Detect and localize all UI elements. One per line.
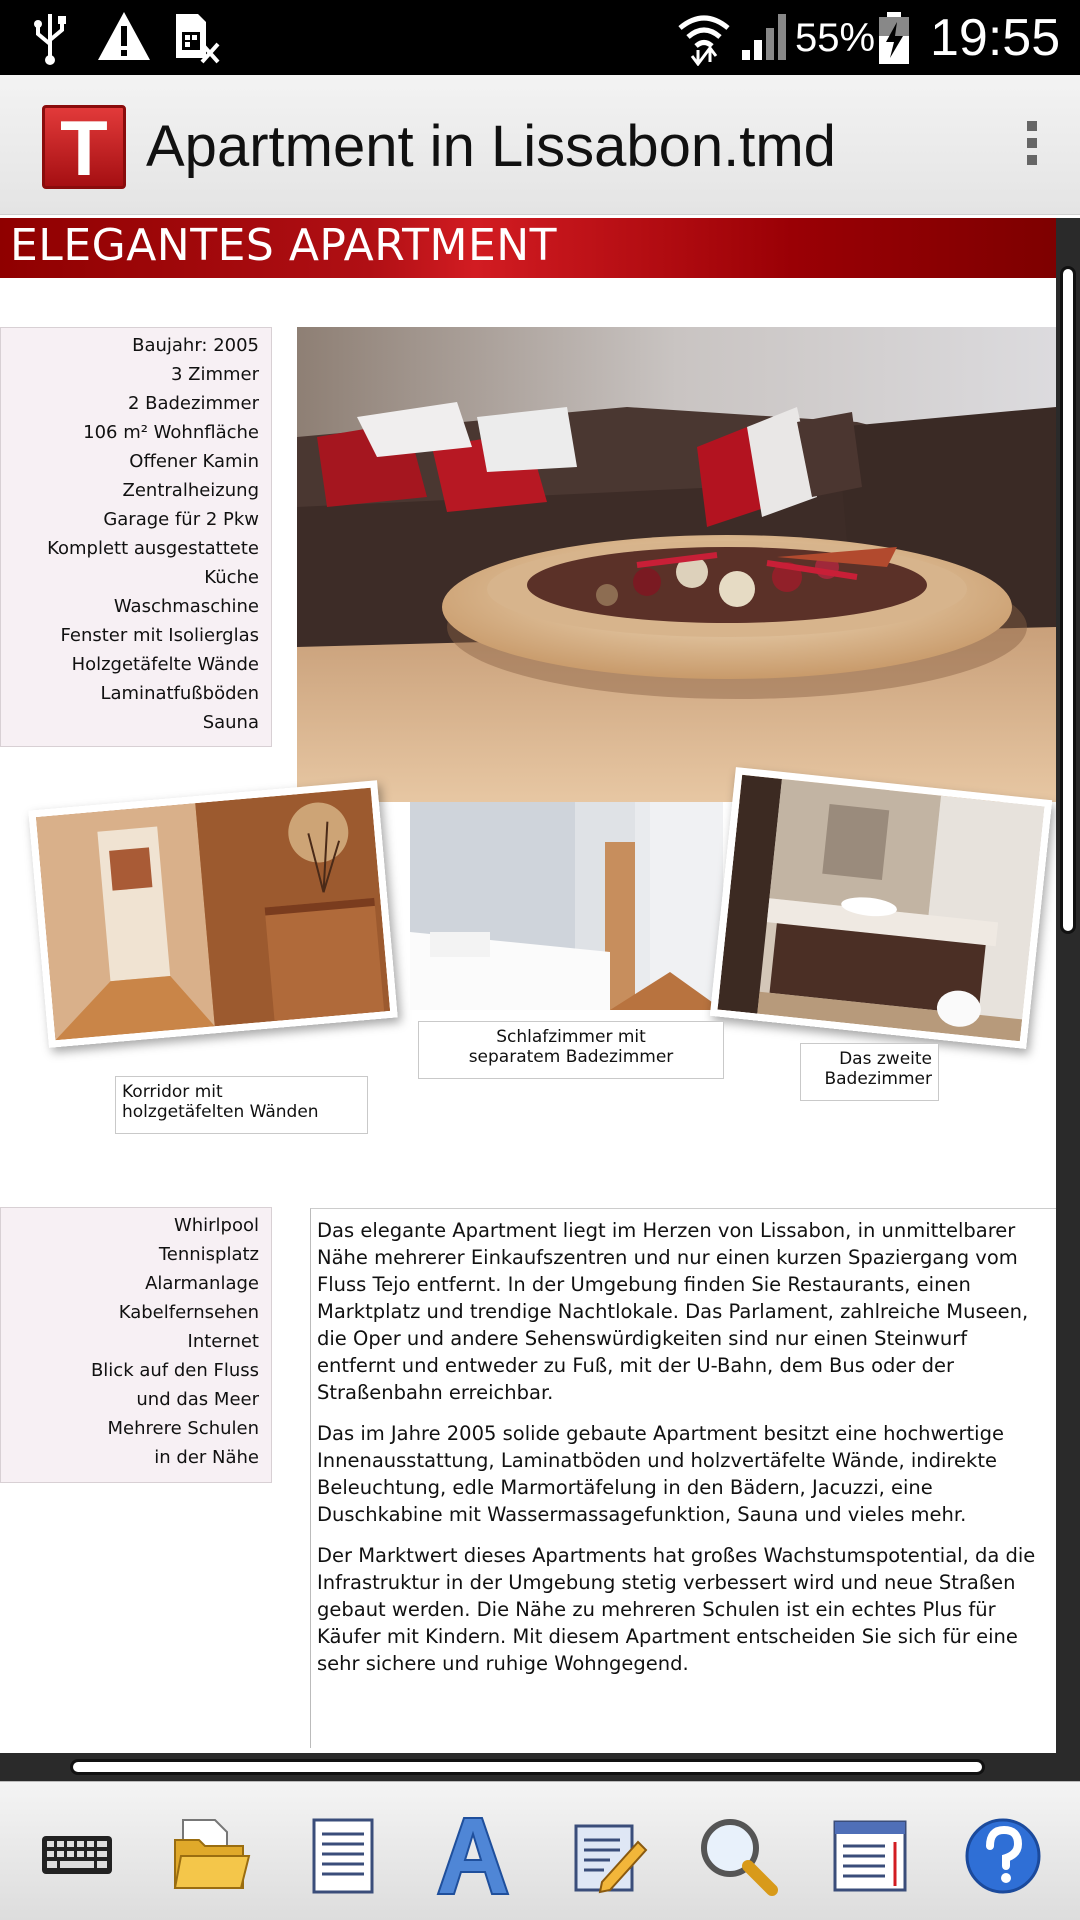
- list-item: und das Meer: [136, 1389, 259, 1410]
- action-bar: [0, 75, 1080, 215]
- feature-list-bottom: [0, 1207, 272, 1483]
- horizontal-scrollbar[interactable]: [0, 1753, 1080, 1781]
- list-item: Blick auf den Fluss: [90, 1360, 259, 1381]
- caption-line: holzgetäfelten Wänden: [122, 1102, 319, 1122]
- list-item: Tennisplatz: [158, 1244, 259, 1265]
- feature-list-top: [0, 327, 272, 747]
- search-icon[interactable]: [692, 1810, 782, 1900]
- font-icon[interactable]: [428, 1810, 518, 1900]
- list-item: Garage für 2 Pkw: [103, 509, 259, 530]
- bottom-toolbar: [0, 1781, 1080, 1920]
- paragraph: Das im Jahre 2005 solide gebaute Apartment besitzt eine hochwertige Innenausstattung, Laminatböden und holzvertäfelte Wände, indirekte Beleuchtung, edle Marmortäfelung in den Bädern, Jacuzzi, eine Duschkabine mit Wassermassagefunktion, Sauna und vieles mehr.: [317, 1422, 1004, 1526]
- vertical-scrollbar[interactable]: [1056, 218, 1080, 1753]
- clock: 19:55: [930, 9, 1061, 67]
- list-item: Baujahr: 2005: [132, 335, 259, 356]
- bedroom-photo[interactable]: [410, 802, 723, 1010]
- list-item: 2 Badezimmer: [127, 393, 259, 414]
- battery-icon: [876, 10, 912, 66]
- list-item: Laminatfußböden: [100, 683, 259, 704]
- list-item: Waschmaschine: [113, 596, 259, 617]
- caption-line: Badezimmer: [824, 1069, 932, 1089]
- caption-line: Das zweite: [839, 1049, 932, 1069]
- warning-icon: [96, 10, 152, 62]
- usb-icon: [30, 10, 70, 66]
- caption-line: Schlafzimmer mit: [496, 1027, 646, 1047]
- caption-bedroom: [418, 1021, 724, 1079]
- corridor-photo[interactable]: [28, 780, 397, 1048]
- list-item: Offener Kamin: [129, 451, 259, 472]
- vertical-scroll-thumb[interactable]: [1060, 266, 1076, 934]
- battery-percent: 55%: [795, 16, 876, 60]
- list-item: Mehrere Schulen: [107, 1418, 259, 1439]
- open-folder-icon[interactable]: [165, 1810, 255, 1900]
- list-item: Zentralheizung: [122, 480, 259, 501]
- list-item: 106 m² Wohnfläche: [83, 422, 259, 443]
- status-bar: [0, 0, 1080, 75]
- document-title: Apartment in Lissabon.tmd: [146, 114, 836, 179]
- list-item: Internet: [187, 1331, 259, 1352]
- sim-off-icon: [172, 10, 222, 66]
- list-item: Fenster mit Isolierglas: [60, 625, 259, 646]
- caption-line: separatem Badezimmer: [468, 1047, 674, 1067]
- wifi-icon: [676, 10, 732, 66]
- help-icon[interactable]: [958, 1810, 1048, 1900]
- caption-corridor: [115, 1076, 368, 1134]
- list-item: Alarmanlage: [145, 1273, 259, 1294]
- caption-line: Korridor mit: [122, 1082, 223, 1102]
- caption-bathroom: [800, 1043, 939, 1101]
- list-item: Küche: [204, 567, 259, 588]
- paragraph: Das elegante Apartment liegt im Herzen von Lissabon, in unmittelbarer Nähe mehrerer Einkaufszentren und nur einen kurzen Spaziergang vom Fluss Tejo entfernt. In der Umgebung finden Sie Restaurants, einen Marktplatz und trendige Nachtlokale. Das Parlament, zahlreiche Museen, die Oper und andere Sehenswürdigkeiten sind nur einen Steinwurf entfernt und entweder zu Fuß, mit der U-Bahn, dem Bus oder der Straßenbahn erreichbar.: [317, 1219, 1029, 1404]
- living-room-photo[interactable]: [297, 327, 1056, 802]
- banner-title: ELEGANTES APARTMENT: [10, 220, 558, 271]
- list-item: Holzgetäfelte Wände: [71, 654, 259, 675]
- title-banner: [0, 218, 1056, 278]
- edit-icon[interactable]: [562, 1810, 652, 1900]
- description-text[interactable]: [310, 1208, 1056, 1748]
- list-item: Komplett ausgestattete: [47, 538, 259, 559]
- list-item: Whirlpool: [173, 1215, 259, 1236]
- list-item: 3 Zimmer: [170, 364, 259, 385]
- keyboard-icon[interactable]: [32, 1810, 122, 1900]
- overflow-menu-icon[interactable]: [1020, 121, 1044, 173]
- horizontal-scroll-thumb[interactable]: [70, 1759, 985, 1775]
- document-icon[interactable]: [298, 1810, 388, 1900]
- bathroom-photo[interactable]: [710, 767, 1052, 1049]
- list-item: Sauna: [202, 712, 259, 733]
- list-item: Kabelfernsehen: [118, 1302, 259, 1323]
- document-canvas[interactable]: [0, 218, 1056, 1753]
- paragraph: Der Marktwert dieses Apartments hat großes Wachstumspotential, da die Infrastruktur in der Umgebung stetig verbessert wird und neue Straßen gebaut werden. Die Nähe zu mehreren Schulen ist ein echtes Plus für Käufer mit Kindern. Mit diesem Apartment entscheiden Sie sich für eine sehr sichere und ruhige Wohngegend.: [317, 1544, 1036, 1675]
- signal-icon: [740, 10, 790, 62]
- list-item: in der Nähe: [154, 1447, 259, 1468]
- page-layout-icon[interactable]: [825, 1810, 915, 1900]
- app-logo[interactable]: T: [42, 105, 126, 189]
